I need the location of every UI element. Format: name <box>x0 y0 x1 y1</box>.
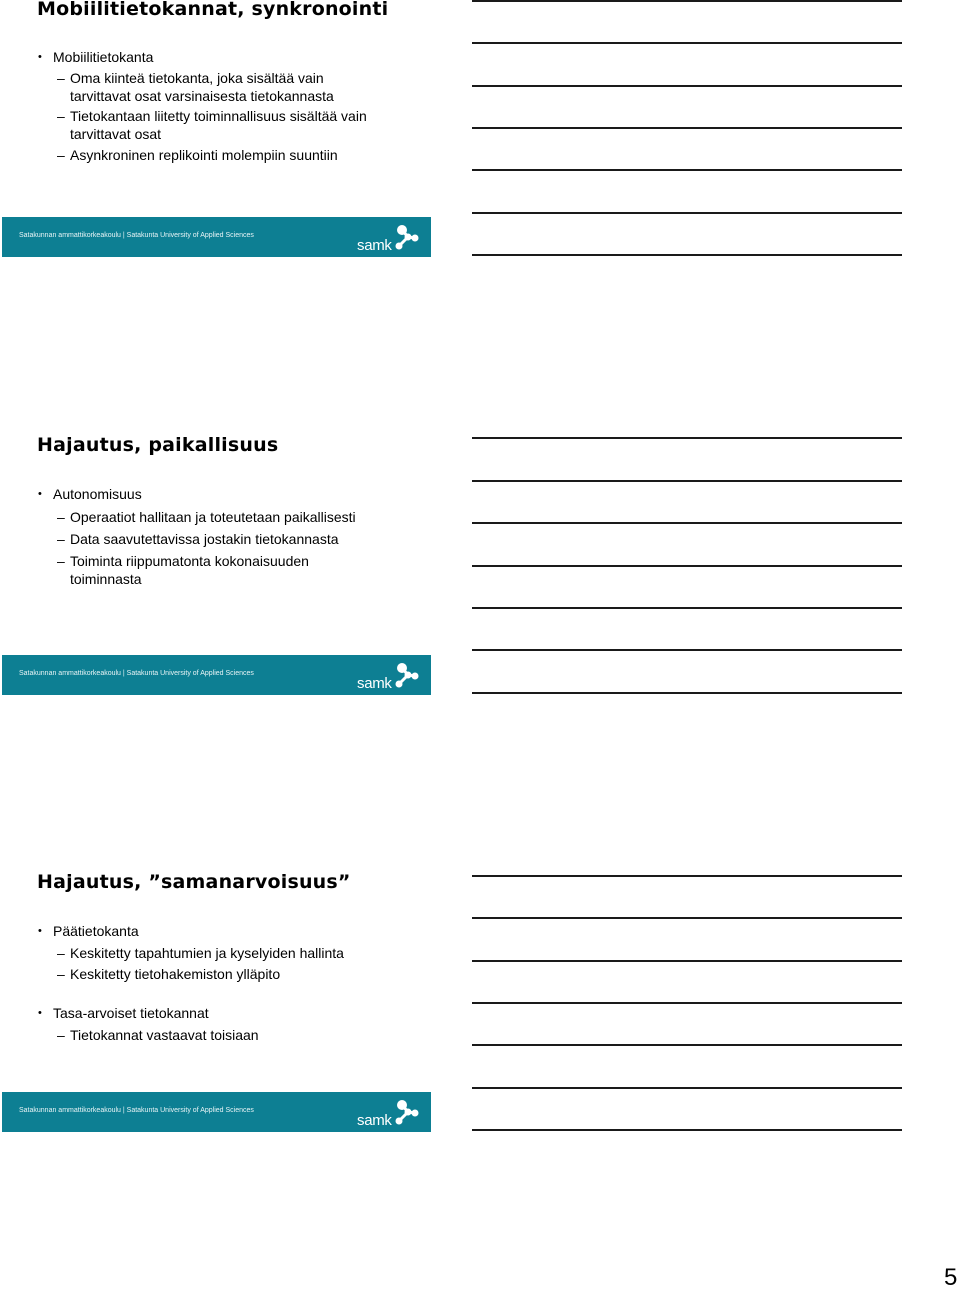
dash-icon: – <box>57 108 65 124</box>
note-line <box>472 522 902 524</box>
note-line <box>472 1002 902 1004</box>
slide-title: Mobiilitietokannat, synkronointi <box>37 0 389 20</box>
slide-footer <box>2 217 431 257</box>
bullet-icon: • <box>38 1007 42 1019</box>
dash-icon: – <box>57 945 65 961</box>
dash-icon: – <box>57 531 65 547</box>
dash-icon: – <box>57 509 65 525</box>
note-line <box>472 480 902 482</box>
sub-bullet-item: – Toiminta riippumatonta kokonaisuuden toiminnasta <box>57 553 309 587</box>
samk-logo: samk <box>357 224 419 254</box>
dash-icon: – <box>57 147 65 163</box>
molecule-icon <box>393 224 419 252</box>
sub-bullet-item: – Oma kiinteä tietokanta, joka sisältää vain tarvittavat osat varsinaisesta tietokannasta <box>57 70 334 104</box>
molecule-icon <box>393 662 419 690</box>
note-line <box>472 692 902 694</box>
note-line <box>472 607 902 609</box>
note-line <box>472 169 902 171</box>
note-line <box>472 127 902 129</box>
footer-text: Satakunnan ammattikorkeakoulu | Satakunta University of Applied Sciences <box>19 1107 254 1114</box>
note-line <box>472 960 902 962</box>
sub-bullet-item: – Keskitetty tapahtumien ja kyselyiden hallinta <box>57 945 344 961</box>
note-line <box>472 437 902 439</box>
sub-bullet-item: – Operaatiot hallitaan ja toteutetaan paikallisesti <box>57 509 356 525</box>
slide-footer <box>2 1092 431 1132</box>
slide-title: Hajautus, paikallisuus <box>37 434 279 456</box>
bullet-icon: • <box>38 51 42 63</box>
note-line <box>472 875 902 877</box>
sub-bullet-item: – Keskitetty tietohakemiston ylläpito <box>57 966 281 982</box>
sub-bullet-item: – Tietokantaan liitetty toiminnallisuus sisältää vain tarvittavat osat <box>57 108 367 142</box>
bullet-icon: • <box>38 925 42 937</box>
slide-footer <box>2 655 431 695</box>
dash-icon: – <box>57 1027 65 1043</box>
note-line <box>472 565 902 567</box>
note-line <box>472 254 902 256</box>
note-line <box>472 917 902 919</box>
note-line <box>472 212 902 214</box>
dash-icon: – <box>57 553 65 569</box>
bullet-icon: • <box>38 488 42 500</box>
slide-title: Hajautus, ”samanarvoisuus” <box>37 871 351 893</box>
note-line <box>472 1129 902 1131</box>
sub-bullet-item: – Data saavutettavissa jostakin tietokannasta <box>57 531 339 547</box>
sub-bullet-item: – Asynkroninen replikointi molempiin suuntiin <box>57 147 338 163</box>
note-line <box>472 1044 902 1046</box>
note-line <box>472 42 902 44</box>
note-line <box>472 85 902 87</box>
sub-bullet-item: – Tietokannat vastaavat toisiaan <box>57 1027 259 1043</box>
note-line <box>472 1087 902 1089</box>
samk-logo: samk <box>357 1099 419 1129</box>
samk-logo: samk <box>357 662 419 692</box>
molecule-icon <box>393 1099 419 1127</box>
dash-icon: – <box>57 966 65 982</box>
note-line <box>472 649 902 651</box>
note-line <box>472 0 902 2</box>
dash-icon: – <box>57 70 65 86</box>
footer-text: Satakunnan ammattikorkeakoulu | Satakunta University of Applied Sciences <box>19 670 254 677</box>
footer-text: Satakunnan ammattikorkeakoulu | Satakunta University of Applied Sciences <box>19 232 254 239</box>
page-number: 5 <box>944 1264 958 1291</box>
